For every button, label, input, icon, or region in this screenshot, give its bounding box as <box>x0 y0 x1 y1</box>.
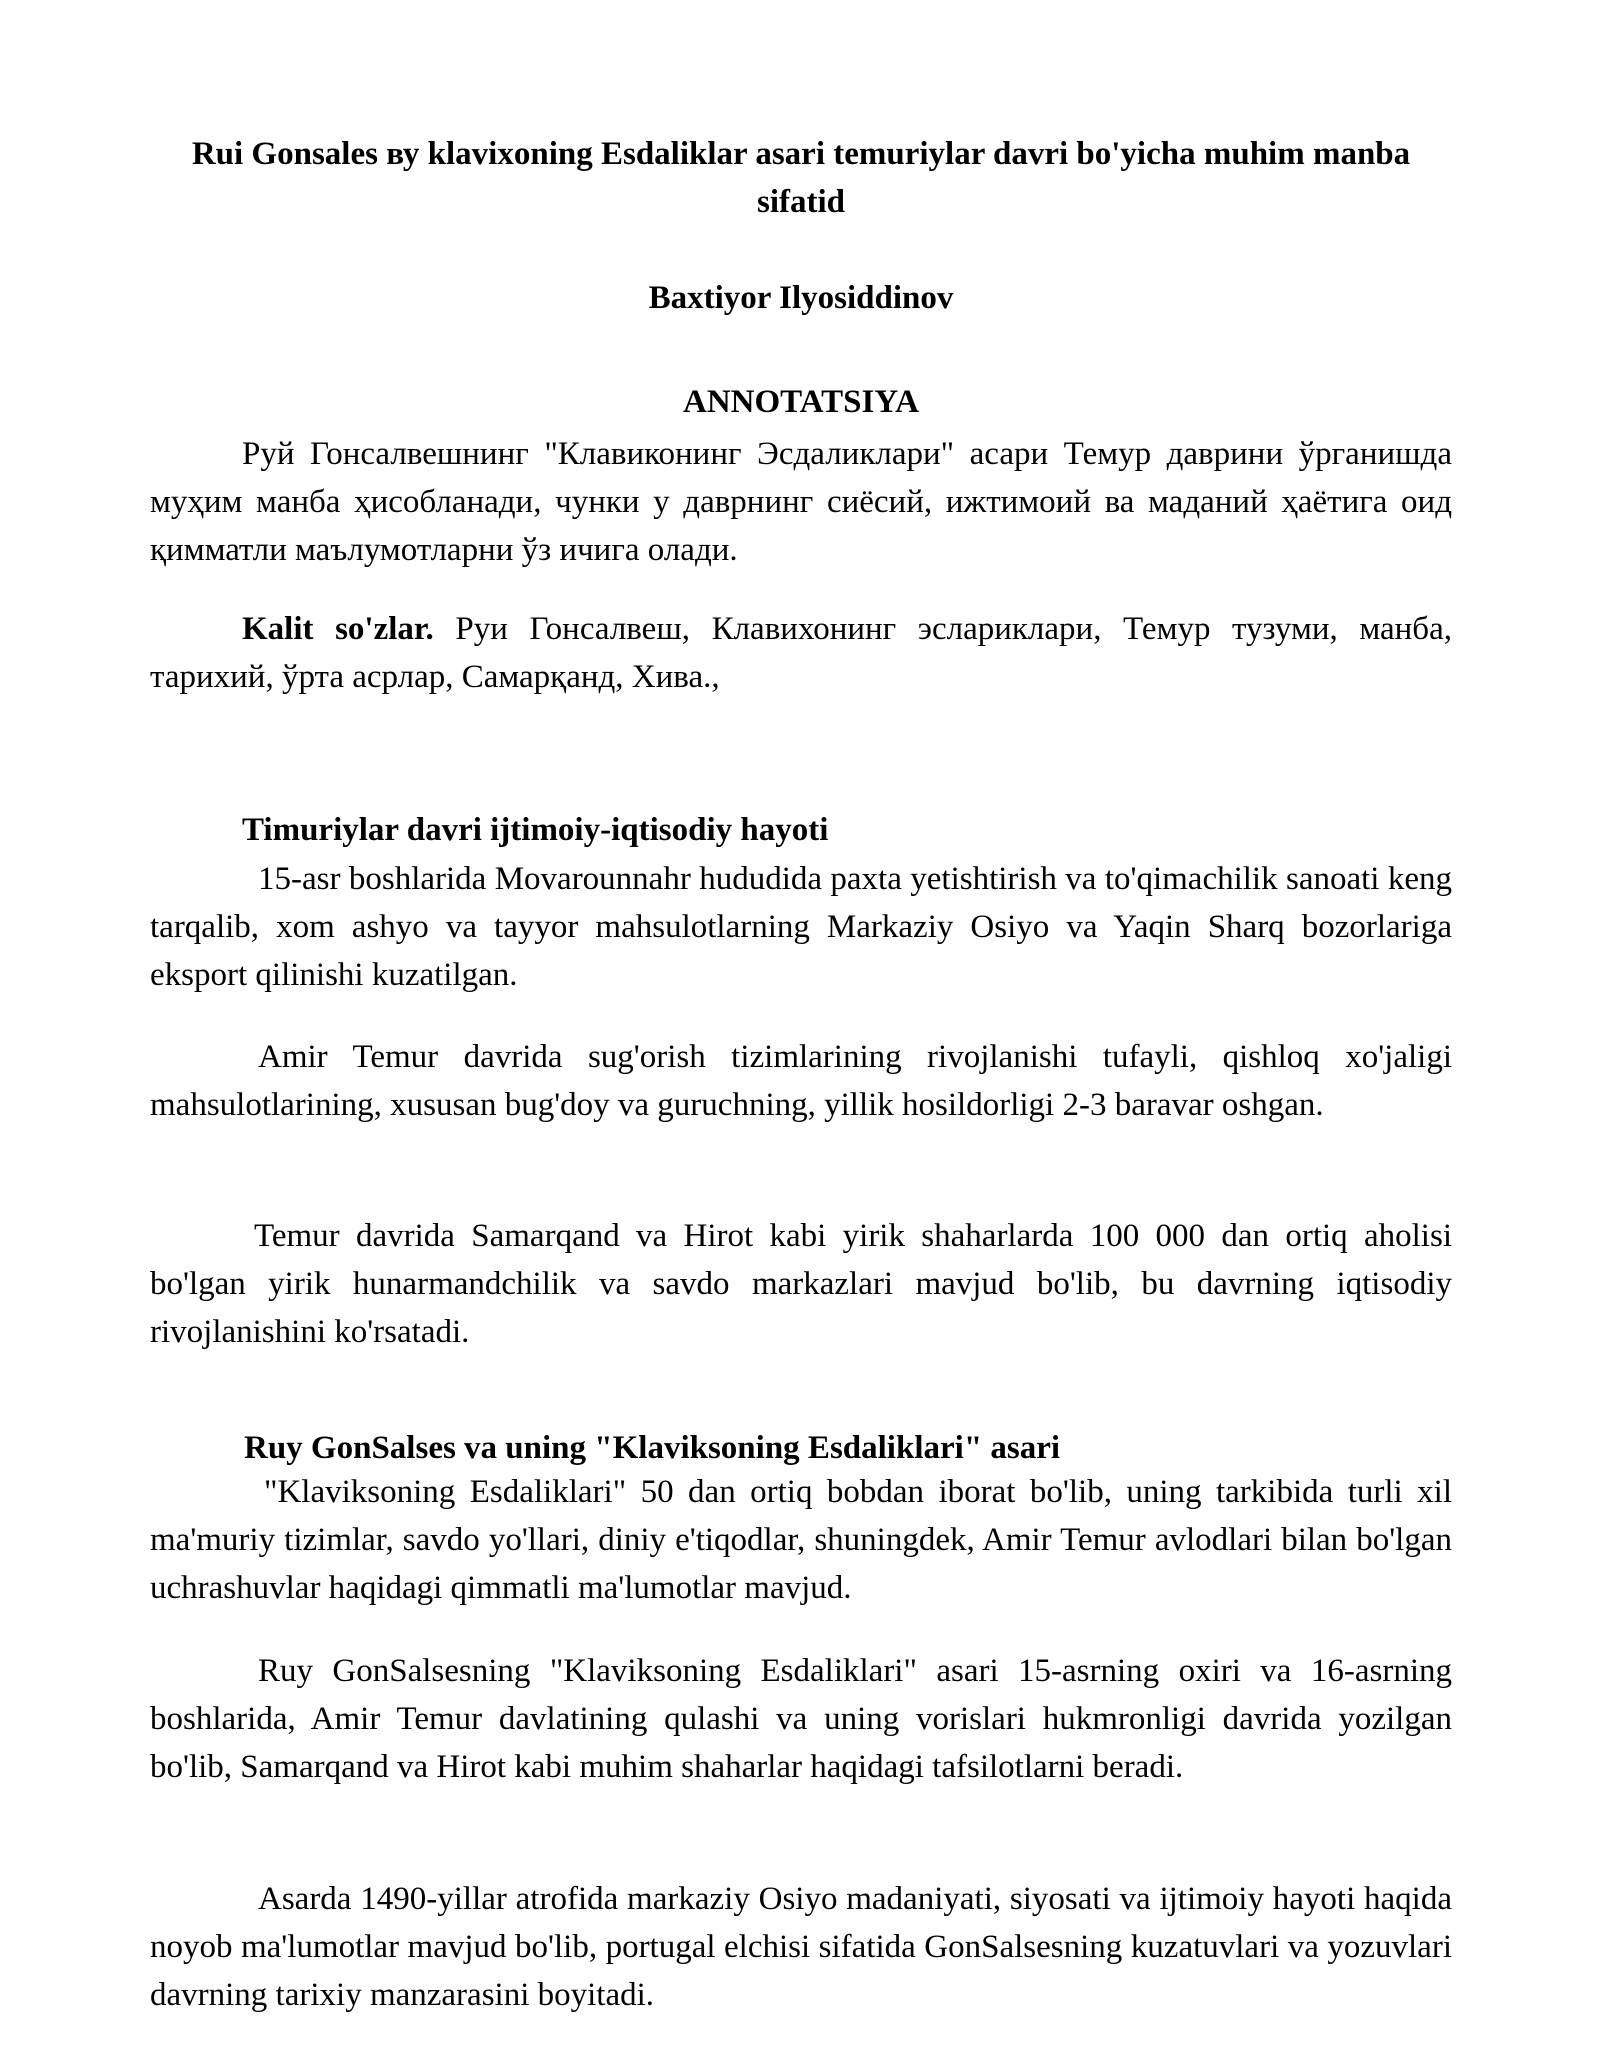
section2-paragraph-3: Asarda 1490-yillar atrofida markaziy Osiyo madaniyati, siyosati va ijtimoiy hayoti haqida noyob ma'lumotlar mavjud bo'lib, portugal elchisi sifatida GonSalsesning kuzatuvlari va yozuvlari davrning tarixiy manzarasini boyitadi. <box>150 1881 1452 2013</box>
section2-paragraph-1: "Klaviksoning Esdaliklari" 50 dan ortiq bobdan iborat bo'lib, uning tarkibida turli xil ma'muriy tizimlar, savdo yo'llari, diniy e'tiqodlar, shuningdek, Amir Temur avlodlari bilan bo'lgan uchrashuvlar haqidagi qimmatli ma'lumotlar mavjud. <box>150 1474 1452 1606</box>
keywords-label: Kalit so'zlar. <box>242 611 434 647</box>
section-heading-socioeconomic: Timuriylar davri ijtimoiy-iqtisodiy hayoti <box>242 812 829 848</box>
section1-paragraph-2: Amir Temur davrida sug'orish tizimlarining rivojlanishi tufayli, qishloq xo'jaligi mahsulotlarining, xususan bug'doy va guruchning, yillik hosildorligi 2-3 baravar oshgan. <box>150 1039 1452 1123</box>
section2-paragraph-2: Ruy GonSalsesning "Klaviksoning Esdaliklari" asari 15-asrning oxiri va 16-asrning boshlarida, Amir Temur davlatining qulashi va uning vorislari hukmronligi davrida yozilgan bo'lib, Samarqand va Hirot kabi muhim shaharlar haqidagi tafsilotlarni beradi. <box>150 1653 1452 1785</box>
keywords-text: Руи Гонсалвеш, Клавихонинг эслариклари, Темур тузуми, манба, тарихий, ўрта асрлар, Самарқанд, Хива., <box>150 611 1452 695</box>
annotation-heading: ANNOTATSIYA <box>683 384 919 420</box>
annotation-paragraph: Руй Гонсалвешнинг "Клавиконинг Эсдаликлари" асари Темур даврини ўрганишда муҳим манба ҳисобланади, чунки у даврнинг сиёсий, ижтимоий ва маданий ҳаётига оид қимматли маълумотларни ўз ичига олади. <box>150 436 1452 568</box>
section-heading-gonsalses: Ruy GonSalses va uning "Klaviksoning Esdaliklari" asari <box>244 1430 1061 1466</box>
author-name: Baxtiyor Ilyosiddinov <box>648 280 954 316</box>
document-title: Rui Gonsales ву klavixoning Esdaliklar asari temuriylar davri bo'yicha muhim manba sifatid <box>191 136 1411 220</box>
section1-paragraph-3: Temur davrida Samarqand va Hirot kabi yirik shaharlarda 100 000 dan ortiq aholisi bo'lgan yirik hunarmandchilik va savdo markazlari mavjud bo'lib, bu davrning iqtisodiy rivojlanishini ko'rsatadi. <box>150 1218 1452 1350</box>
section1-paragraph-1: 15-asr boshlarida Movarounnahr hududida paxta yetishtirish va to'qimachilik sanoati keng tarqalib, xom ashyo va tayyor mahsulotlarning Markaziy Osiyo va Yaqin Sharq bozorlariga eksport qilinishi kuzatilgan. <box>150 861 1452 993</box>
keywords-paragraph <box>150 605 1452 701</box>
